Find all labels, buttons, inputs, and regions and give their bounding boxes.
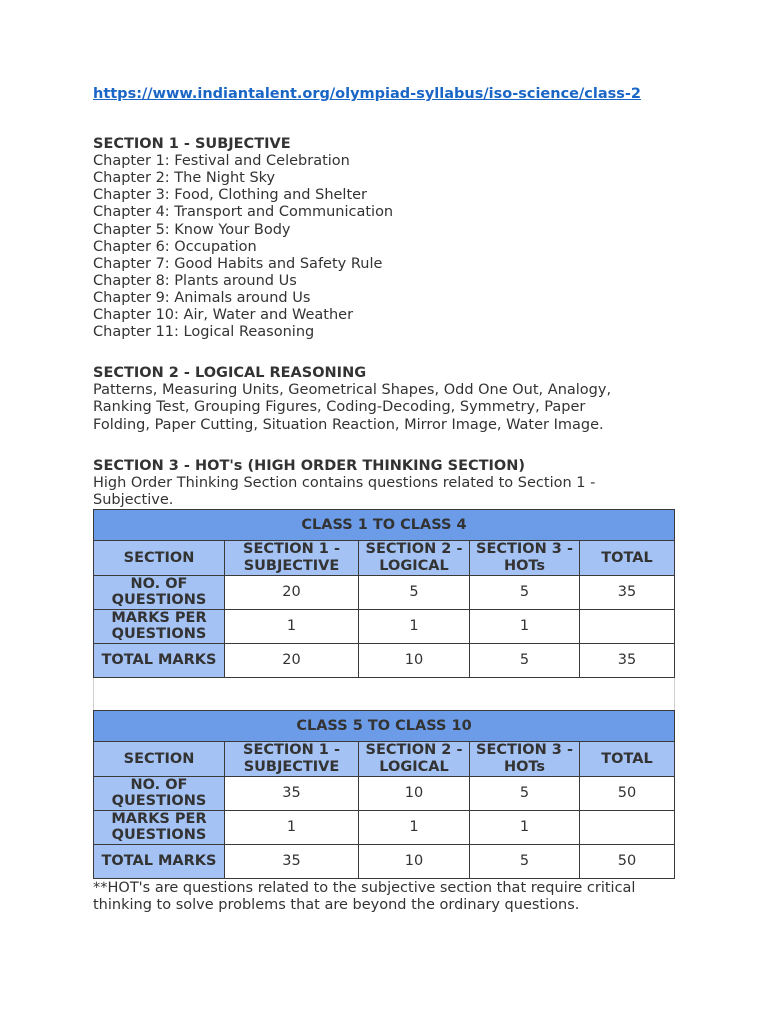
column-header: SECTION <box>94 741 225 776</box>
chapter-item: Chapter 4: Transport and Communication <box>93 204 394 221</box>
chapter-item: Chapter 7: Good Habits and Safety Rule <box>93 255 383 272</box>
table-cell: 1 <box>359 810 470 844</box>
table-row <box>94 575 675 609</box>
footnote-line: **HOT's are questions related to the subjective section that require critical <box>93 879 636 896</box>
table-cell: 1 <box>470 609 580 643</box>
column-header: SECTION 1 - SUBJECTIVE <box>225 741 359 776</box>
section1-title: SECTION 1 - SUBJECTIVE <box>93 136 291 153</box>
table-cell: 50 <box>580 844 675 878</box>
row-label: NO. OF QUESTIONS <box>94 776 225 810</box>
table-cell: 20 <box>225 643 359 677</box>
table-spacer <box>93 678 675 710</box>
section3-text-line: Subjective. <box>93 491 174 508</box>
row-label: TOTAL MARKS <box>94 844 225 878</box>
section2-title: SECTION 2 - LOGICAL REASONING <box>93 365 367 382</box>
table-cell: 35 <box>225 776 359 810</box>
table-cell: 5 <box>470 643 580 677</box>
table-cell: 5 <box>470 776 580 810</box>
table-cell: 1 <box>359 609 470 643</box>
row-label: TOTAL MARKS <box>94 643 225 677</box>
chapter-item: Chapter 6: Occupation <box>93 238 257 255</box>
column-header: SECTION 2 - LOGICAL <box>359 741 470 776</box>
column-header: SECTION 3 - HOTs <box>470 741 580 776</box>
footnote-line: thinking to solve problems that are beyond the ordinary questions. <box>93 896 580 913</box>
table-cell: 1 <box>470 810 580 844</box>
column-header: SECTION 3 - HOTs <box>470 540 580 575</box>
marks-table-class1-4 <box>93 509 675 678</box>
table-cell <box>580 810 675 844</box>
table-cell: 35 <box>580 575 675 609</box>
chapter-item: Chapter 11: Logical Reasoning <box>93 324 315 341</box>
table-cell: 1 <box>225 810 359 844</box>
marks-table-class5-10 <box>93 710 675 879</box>
table-cell: 1 <box>225 609 359 643</box>
chapter-item: Chapter 9: Animals around Us <box>93 289 311 306</box>
row-label: NO. OF QUESTIONS <box>94 575 225 609</box>
table-cell <box>580 609 675 643</box>
section3-text-line: High Order Thinking Section contains questions related to Section 1 - <box>93 474 596 491</box>
row-label: MARKS PER QUESTIONS <box>94 609 225 643</box>
table-cell: 20 <box>225 575 359 609</box>
table-row <box>94 643 675 677</box>
document-page <box>93 86 678 914</box>
table-cell: 5 <box>470 844 580 878</box>
section3-title: SECTION 3 - HOT's (HIGH ORDER THINKING SECTION) <box>93 457 525 474</box>
chapter-item: Chapter 3: Food, Clothing and Shelter <box>93 187 368 204</box>
syllabus-link[interactable]: https://www.indiantalent.org/olympiad-syllabus/iso-science/class-2 <box>93 86 642 102</box>
table-cell: 50 <box>580 776 675 810</box>
table-cell: 10 <box>359 844 470 878</box>
chapter-item: Chapter 1: Festival and Celebration <box>93 153 350 170</box>
chapter-item: Chapter 5: Know Your Body <box>93 221 291 238</box>
table-row <box>94 844 675 878</box>
row-label: MARKS PER QUESTIONS <box>94 810 225 844</box>
table-cell: 10 <box>359 643 470 677</box>
table-caption: CLASS 5 TO CLASS 10 <box>94 710 675 741</box>
table-caption: CLASS 1 TO CLASS 4 <box>94 509 675 540</box>
table-cell: 35 <box>225 844 359 878</box>
column-header: SECTION <box>94 540 225 575</box>
column-header: SECTION 1 - SUBJECTIVE <box>225 540 359 575</box>
table-cell: 35 <box>580 643 675 677</box>
table-cell: 5 <box>470 575 580 609</box>
chapter-item: Chapter 2: The Night Sky <box>93 170 276 187</box>
table-cell: 5 <box>359 575 470 609</box>
chapter-item: Chapter 10: Air, Water and Weather <box>93 307 354 324</box>
section2-text-line: Patterns, Measuring Units, Geometrical Shapes, Odd One Out, Analogy, <box>93 382 612 399</box>
chapter-item: Chapter 8: Plants around Us <box>93 272 297 289</box>
table-row <box>94 609 675 643</box>
table-row <box>94 810 675 844</box>
table-row <box>94 776 675 810</box>
section2-text-line: Ranking Test, Grouping Figures, Coding-Decoding, Symmetry, Paper <box>93 399 586 416</box>
column-header: TOTAL <box>580 741 675 776</box>
column-header: SECTION 2 - LOGICAL <box>359 540 470 575</box>
section2-text-line: Folding, Paper Cutting, Situation Reaction, Mirror Image, Water Image. <box>93 416 604 433</box>
table-cell: 10 <box>359 776 470 810</box>
column-header: TOTAL <box>580 540 675 575</box>
